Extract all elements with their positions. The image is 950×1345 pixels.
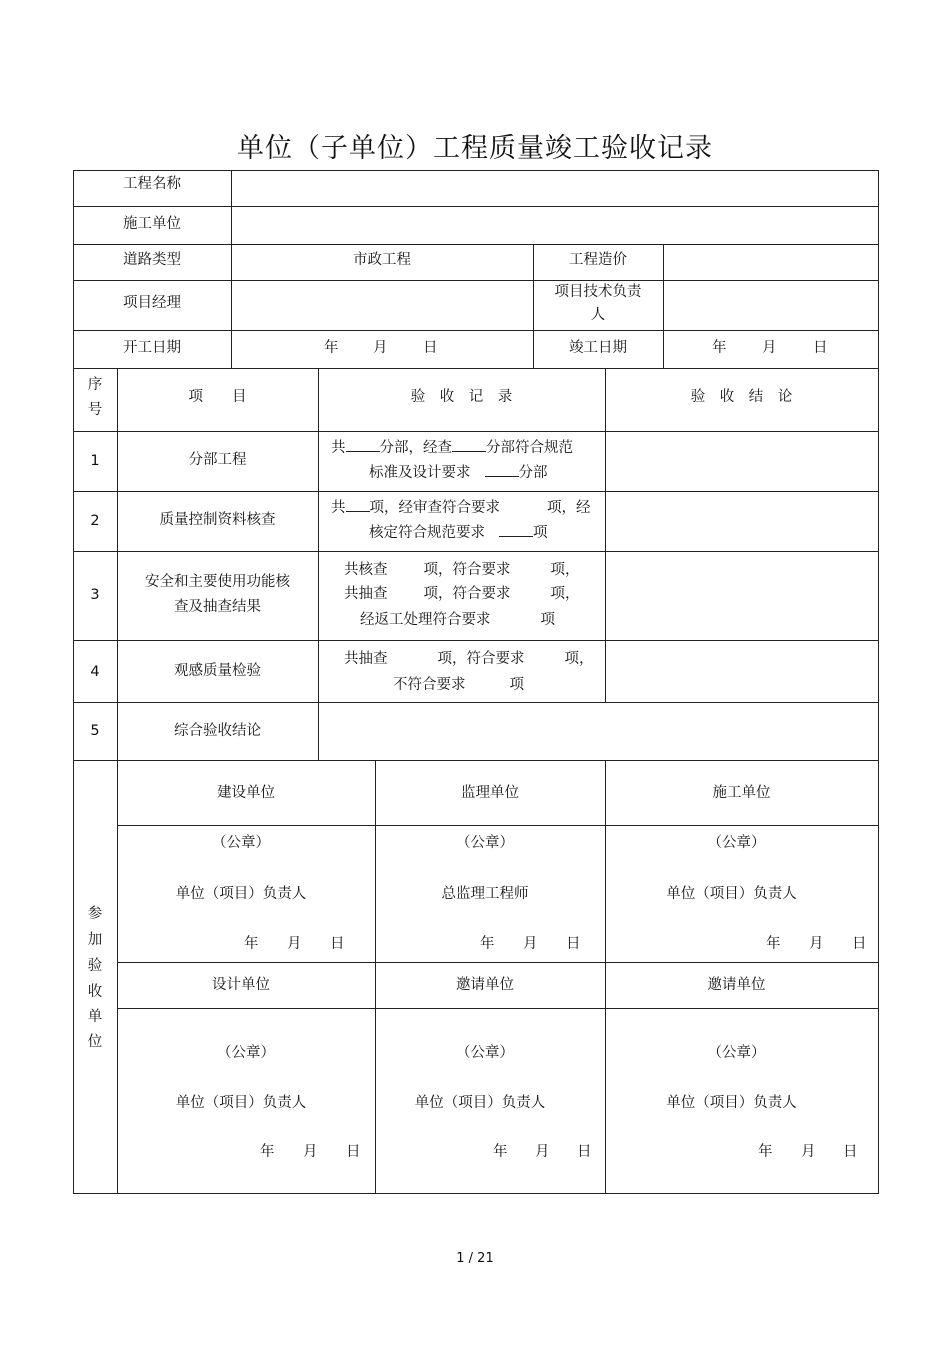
- unit-supervision: 监理单位: [461, 785, 519, 801]
- row-4-l2b: 项: [509, 677, 524, 693]
- date-day-6: 日: [843, 1144, 858, 1160]
- row-3-l2b: 项，符合要求: [423, 586, 511, 602]
- record-header: 验 收 记 录: [410, 389, 513, 405]
- row-5-item: 综合验收结论: [174, 723, 261, 739]
- construction-unit-label: 施工单位: [123, 216, 181, 232]
- tech-lead-label-line2: 人: [590, 307, 606, 323]
- seal-3: （公章）: [707, 835, 766, 851]
- row-1-r2b: 分部: [518, 465, 548, 481]
- date-day-1: 日: [330, 936, 345, 952]
- row-3-l1b: 项，符合要求: [423, 562, 511, 578]
- row-1-record-line1: [331, 436, 573, 460]
- participants-label-char-2: 加: [87, 932, 103, 948]
- row-1-r1b: 分部，经查: [379, 440, 452, 456]
- date-year-6: 年: [758, 1144, 773, 1160]
- participants-label-char-4: 收: [87, 984, 103, 1000]
- row-2-item: 质量控制资料核查: [159, 512, 276, 528]
- row-4-l1a: 共抽查: [344, 651, 388, 667]
- start-date-day: 日: [423, 340, 438, 356]
- row-2-no: 2: [90, 513, 100, 529]
- unit-invited-1: 邀请单位: [456, 977, 514, 993]
- row-3-l3b: 项: [540, 612, 555, 628]
- seal-1: （公章）: [212, 835, 270, 851]
- start-date-label: 开工日期: [123, 340, 181, 356]
- row-3-l2c: 项，: [550, 586, 580, 602]
- project-name-label: 工程名称: [123, 176, 181, 192]
- row-3-item-line1: 安全和主要使用功能核: [145, 574, 290, 590]
- row-1-record-line2: [369, 461, 548, 485]
- date-day-4: 日: [346, 1144, 361, 1160]
- seal-4: （公章）: [217, 1045, 275, 1061]
- date-month-3: 月: [809, 936, 824, 952]
- chief-supervisor: 总监理工程师: [441, 886, 529, 902]
- seal-6: （公章）: [707, 1045, 766, 1061]
- row-1-item: 分部工程: [188, 452, 247, 468]
- seq-header-line1: 序: [87, 377, 103, 393]
- participants-label-char-1: 参: [87, 906, 103, 922]
- unit-invited-2: 邀请单位: [707, 977, 766, 993]
- unit-contractor: 施工单位: [712, 785, 771, 801]
- row-4-record-line1: [344, 647, 594, 671]
- date-month-5: 月: [535, 1144, 550, 1160]
- road-type-value: 市政工程: [353, 252, 411, 268]
- row-4-l2a: 不符合要求: [393, 677, 466, 693]
- finish-date-year: 年: [712, 340, 727, 356]
- responsible-3: 单位（项目）负责人: [666, 886, 797, 902]
- row-4-l1b: 项，符合要求: [437, 651, 525, 667]
- row-1-r2a: 标准及设计要求: [369, 465, 471, 481]
- responsible-4: 单位（项目）负责人: [175, 1095, 307, 1111]
- row-2-r1b: 项，经审查符合要求: [369, 500, 500, 516]
- row-3-item-line2: 查及抽查结果: [174, 599, 261, 615]
- row-3-l2a: 共抽查: [344, 586, 388, 602]
- participants-label-char-5: 单: [87, 1009, 103, 1025]
- date-month-6: 月: [801, 1144, 816, 1160]
- row-3-record-line1: [344, 558, 580, 582]
- row-1-r1a: 共: [331, 440, 346, 456]
- row-4-no: 4: [90, 664, 100, 680]
- row-3-l3a: 经返工处理符合要求: [360, 612, 491, 628]
- row-1-no: 1: [90, 453, 100, 469]
- start-date-year: 年: [324, 340, 339, 356]
- conclusion-header: 验 收 结 论: [690, 389, 793, 405]
- date-month-2: 月: [523, 936, 538, 952]
- responsible-5: 单位（项目）负责人: [414, 1095, 546, 1111]
- row-3-no: 3: [90, 587, 100, 603]
- row-4-record-line2: [393, 673, 524, 697]
- date-year-5: 年: [493, 1144, 508, 1160]
- date-year-3: 年: [766, 936, 781, 952]
- date-month-4: 月: [303, 1144, 318, 1160]
- row-4-item: 观感质量检验: [174, 663, 261, 679]
- row-3-l1a: 共核查: [344, 562, 388, 578]
- seal-5: （公章）: [456, 1045, 514, 1061]
- start-date-month: 月: [373, 340, 388, 356]
- date-day-3: 日: [852, 936, 867, 952]
- unit-construction-owner: 建设单位: [217, 785, 275, 801]
- road-type-label: 道路类型: [123, 252, 181, 268]
- responsible-1: 单位（项目）负责人: [175, 886, 307, 902]
- row-2-record-line2: [369, 521, 548, 545]
- page-number: 1 / 21: [456, 1251, 494, 1266]
- date-day-5: 日: [577, 1144, 592, 1160]
- seq-header-line2: 号: [87, 402, 103, 418]
- row-2-r2b: 项: [533, 525, 548, 541]
- date-year-2: 年: [480, 936, 495, 952]
- row-2-r2a: 核定符合规范要求: [369, 525, 485, 541]
- date-year-4: 年: [260, 1144, 275, 1160]
- date-month-1: 月: [287, 936, 302, 952]
- project-cost-label: 工程造价: [569, 252, 627, 268]
- unit-design: 设计单位: [212, 977, 270, 993]
- tech-lead-label-line1: 项目技术负责: [554, 284, 642, 300]
- seal-2: （公章）: [456, 835, 514, 851]
- row-4-l1c: 项，: [564, 651, 594, 667]
- participants-label-char-6: 位: [87, 1034, 103, 1050]
- row-5-no: 5: [90, 723, 100, 739]
- finish-date-label: 竣工日期: [569, 340, 627, 356]
- row-3-record-line3: [360, 608, 555, 632]
- responsible-6: 单位（项目）负责人: [666, 1095, 797, 1111]
- finish-date-month: 月: [762, 340, 777, 356]
- row-2-r1a: 共: [331, 500, 346, 516]
- row-2-r1c: 项，经: [547, 500, 591, 516]
- item-header: 项 目: [188, 389, 247, 405]
- row-2-record-line1: [331, 496, 591, 520]
- participants-label-char-3: 验: [87, 958, 103, 974]
- row-3-record-line2: [344, 582, 580, 606]
- date-day-2: 日: [566, 936, 581, 952]
- date-year-1: 年: [244, 936, 259, 952]
- page-title: 单位（子单位）工程质量竣工验收记录: [237, 133, 713, 164]
- project-manager-label: 项目经理: [123, 295, 181, 311]
- row-1-r1c: 分部符合规范: [486, 440, 573, 456]
- row-3-l1c: 项，: [550, 562, 580, 578]
- finish-date-day: 日: [813, 340, 828, 356]
